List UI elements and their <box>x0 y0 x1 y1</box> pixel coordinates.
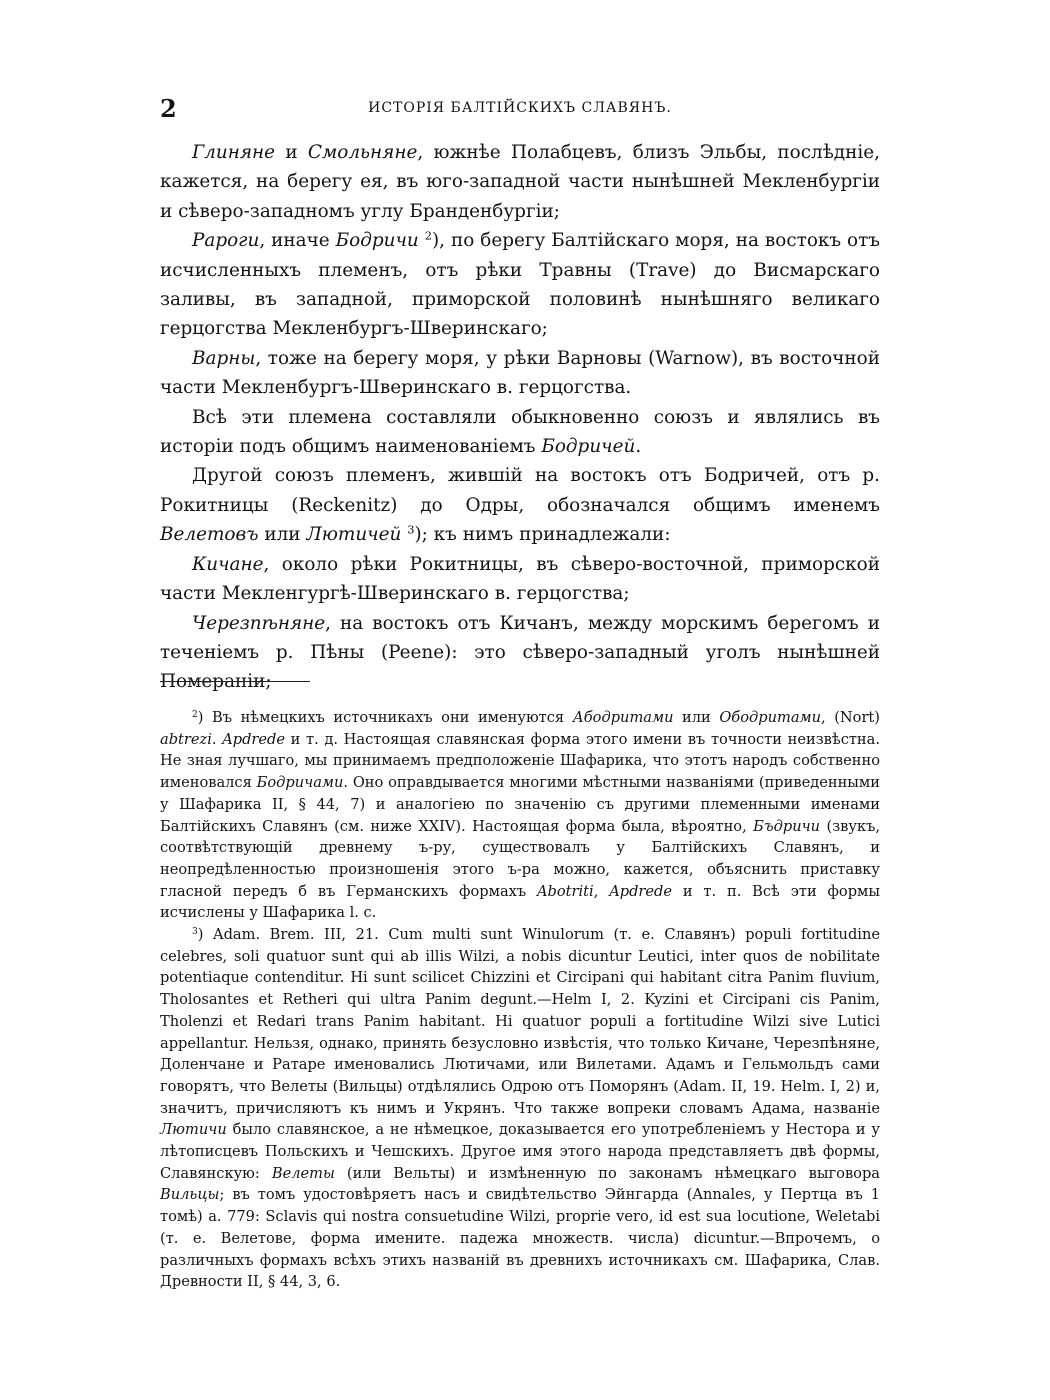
paragraph-varny: Варны, тоже на берегу моря, у рѣки Варновы (Warnow), въ восточной части Мекленбургъ-Шверинскаго в. герцогства. <box>160 347 880 399</box>
paragraph-kichane: Кичане, около рѣки Рокитницы, въ сѣверо-восточной, приморской части Мекленгургѣ-Шверинскаго в. герцогства; <box>160 553 880 605</box>
tribe-name: Велетовъ <box>160 524 259 546</box>
footnote-ref: 2 <box>424 228 432 243</box>
paragraph-union-bodrichi: Всѣ эти племена составляли обыкновенно союзъ и являлись въ исторіи подъ общимъ наименованіемъ Бодричей. <box>160 406 880 458</box>
tribe-name: Бодричей <box>541 436 636 458</box>
tribe-name: Черезпѣняне <box>192 612 326 634</box>
running-title: ИСТОРІЯ БАЛТІЙСКИХЪ СЛАВЯНЪ. <box>368 100 672 116</box>
tribe-name: Смольняне <box>307 142 418 163</box>
paragraph-glinyane: Глиняне и Смольняне, южнѣе Полабцевъ, близъ Эльбы, послѣдніе, кажется, на берегу ея, въ юго-западной части нынѣшней Мекленбургіи и сѣверо-западномъ углу Бранденбургіи; <box>160 142 880 222</box>
paragraph-cherezpenyane: Черезпѣняне, на востокъ отъ Кичанъ, между морскимъ берегомъ и теченіемъ р. Пѣны (Peene): это сѣверо-западный уголъ нынѣшней Помераніи; <box>160 612 880 693</box>
page-header <box>160 94 880 123</box>
tribe-name: Варны <box>192 347 256 369</box>
tribe-name: Кичане <box>192 553 264 575</box>
tribe-name: Рароги <box>192 230 260 252</box>
tribe-name: Глиняне <box>192 142 276 163</box>
footnote-2: $^2$) Въ нѣмецкихъ источникахъ они именуются Абодритами или Ободритами, (Nort) abtrezi. Apdrede и т. д. Настоящая славянская форма этого имени въ точности неизвѣстна. Не зная лучшаго, мы принимаемъ предположеніе Шафарика, что этотъ народъ собственно именовался Бодричами. Оно оправдывается многими мѣстными названіями (приведенными у Шафарика II, § 44, 7) и аналогіею по значенію съ другими племенными именами Балтійскихъ Славянъ (см. ниже XXIV). Настоящая форма была, вѣроятно, Бъдричи (звукъ, соотвѣтствующій древнему ъ-ру, существовалъ у Балтійскихъ Славянъ, и неопредѣленностью произношенія этого ъ-ра можно, кажется, объяснить приставку гласной передъ б въ Германскихъ формахъ Abotriti, Apdrede и т. п. Всѣ эти формы исчислены у Шафарика l. c. <box>160 709 881 922</box>
tribe-name: Лютичей <box>306 524 402 546</box>
footnote-mark: 3 <box>192 927 198 938</box>
paragraph-rarogi: Рароги, иначе Бодричи $^2$), по берегу Балтійскаго моря, на востокъ отъ исчисленныхъ племенъ, отъ рѣки Травны (Trave) до Висмарскаго заливы, въ западной, приморской половинѣ нынѣшняго великаго герцогства Мекленбургъ-Шверинскаго; <box>160 228 880 340</box>
footnotes <box>160 707 880 1293</box>
footnote-mark: 2 <box>192 710 198 721</box>
page-number: 2 <box>160 94 177 123</box>
main-text <box>160 138 880 697</box>
footnote-ref: 3 <box>407 523 415 538</box>
tribe-name: Бодричи <box>335 230 419 252</box>
paragraph-union-veletov: Другой союзъ племенъ, жившій на востокъ отъ Бодричей, отъ р. Рокитницы (Reckenitz) до Одры, обозначался общимъ именемъ Велетовъ или Лютичей $^3$); къ нимъ принадлежали: <box>160 465 880 546</box>
footnote-3: $^3$) Adam. Brem. III, 21. Cum multi sunt Winulorum (т. е. Славянъ) populi fortitudine celebres, soli quatuor sunt qui ab illis Wilzi, a nobis dicuntur Leutici, inter quos de nobilitate potentiaque contenditur. Hi sunt scilicet Chizzini et Circipani qui habitant citra Panim fluvium, Tholosantes et Retheri qui ultra Panim degunt.—Helm I, 2. Kyzini et Circipani cis Panim, Tholenzi et Redari trans Panim habitant. Hi quatuor populi a fortitudine Wilzi sive Lutici appellantur. Нельзя, однако, принять безусловно извѣстія, что только Кичане, Черезпѣняне, Доленчане и Ратаре именовались Лютичами, или Вилетами. Адамъ и Гельмольдъ сами говорятъ, что Велеты (Вильцы) отдѣлялись Одрою отъ Поморянъ (Adam. II, 19. Helm. I, 2) и, значитъ, причисляютъ къ нимъ и Укрянъ. Что также вопреки словамъ Адама, названіе Лютичи было славянское, а не нѣмецкое, доказывается его употребленіемъ у Нестора и у лѣтописцевъ Польскихъ и Чешскихъ. Другое имя этого народа представляетъ двѣ формы, Славянскую: Велеты (или Вельты) и измѣненную по законамъ нѣмецкаго выговора Вильцы; въ томъ удостовѣряетъ насъ и свидѣтельство Эйнгарда (Annales, у Пертца въ 1 томѣ) а. 779: Sclavis qui nostra consuetudine Wilzi, proprie vero, id est sua locutione, Weletabi (т. е. Велетове, форма имените. падежа множеств. числа) dicuntur.—Впрочемъ, о различныхъ формахъ всѣхъ этихъ названій въ древнихъ источникахъ см. Шафарика, Слав. Древности II, § 44, 3, 6. <box>160 926 880 1291</box>
footnote-divider <box>160 681 310 682</box>
